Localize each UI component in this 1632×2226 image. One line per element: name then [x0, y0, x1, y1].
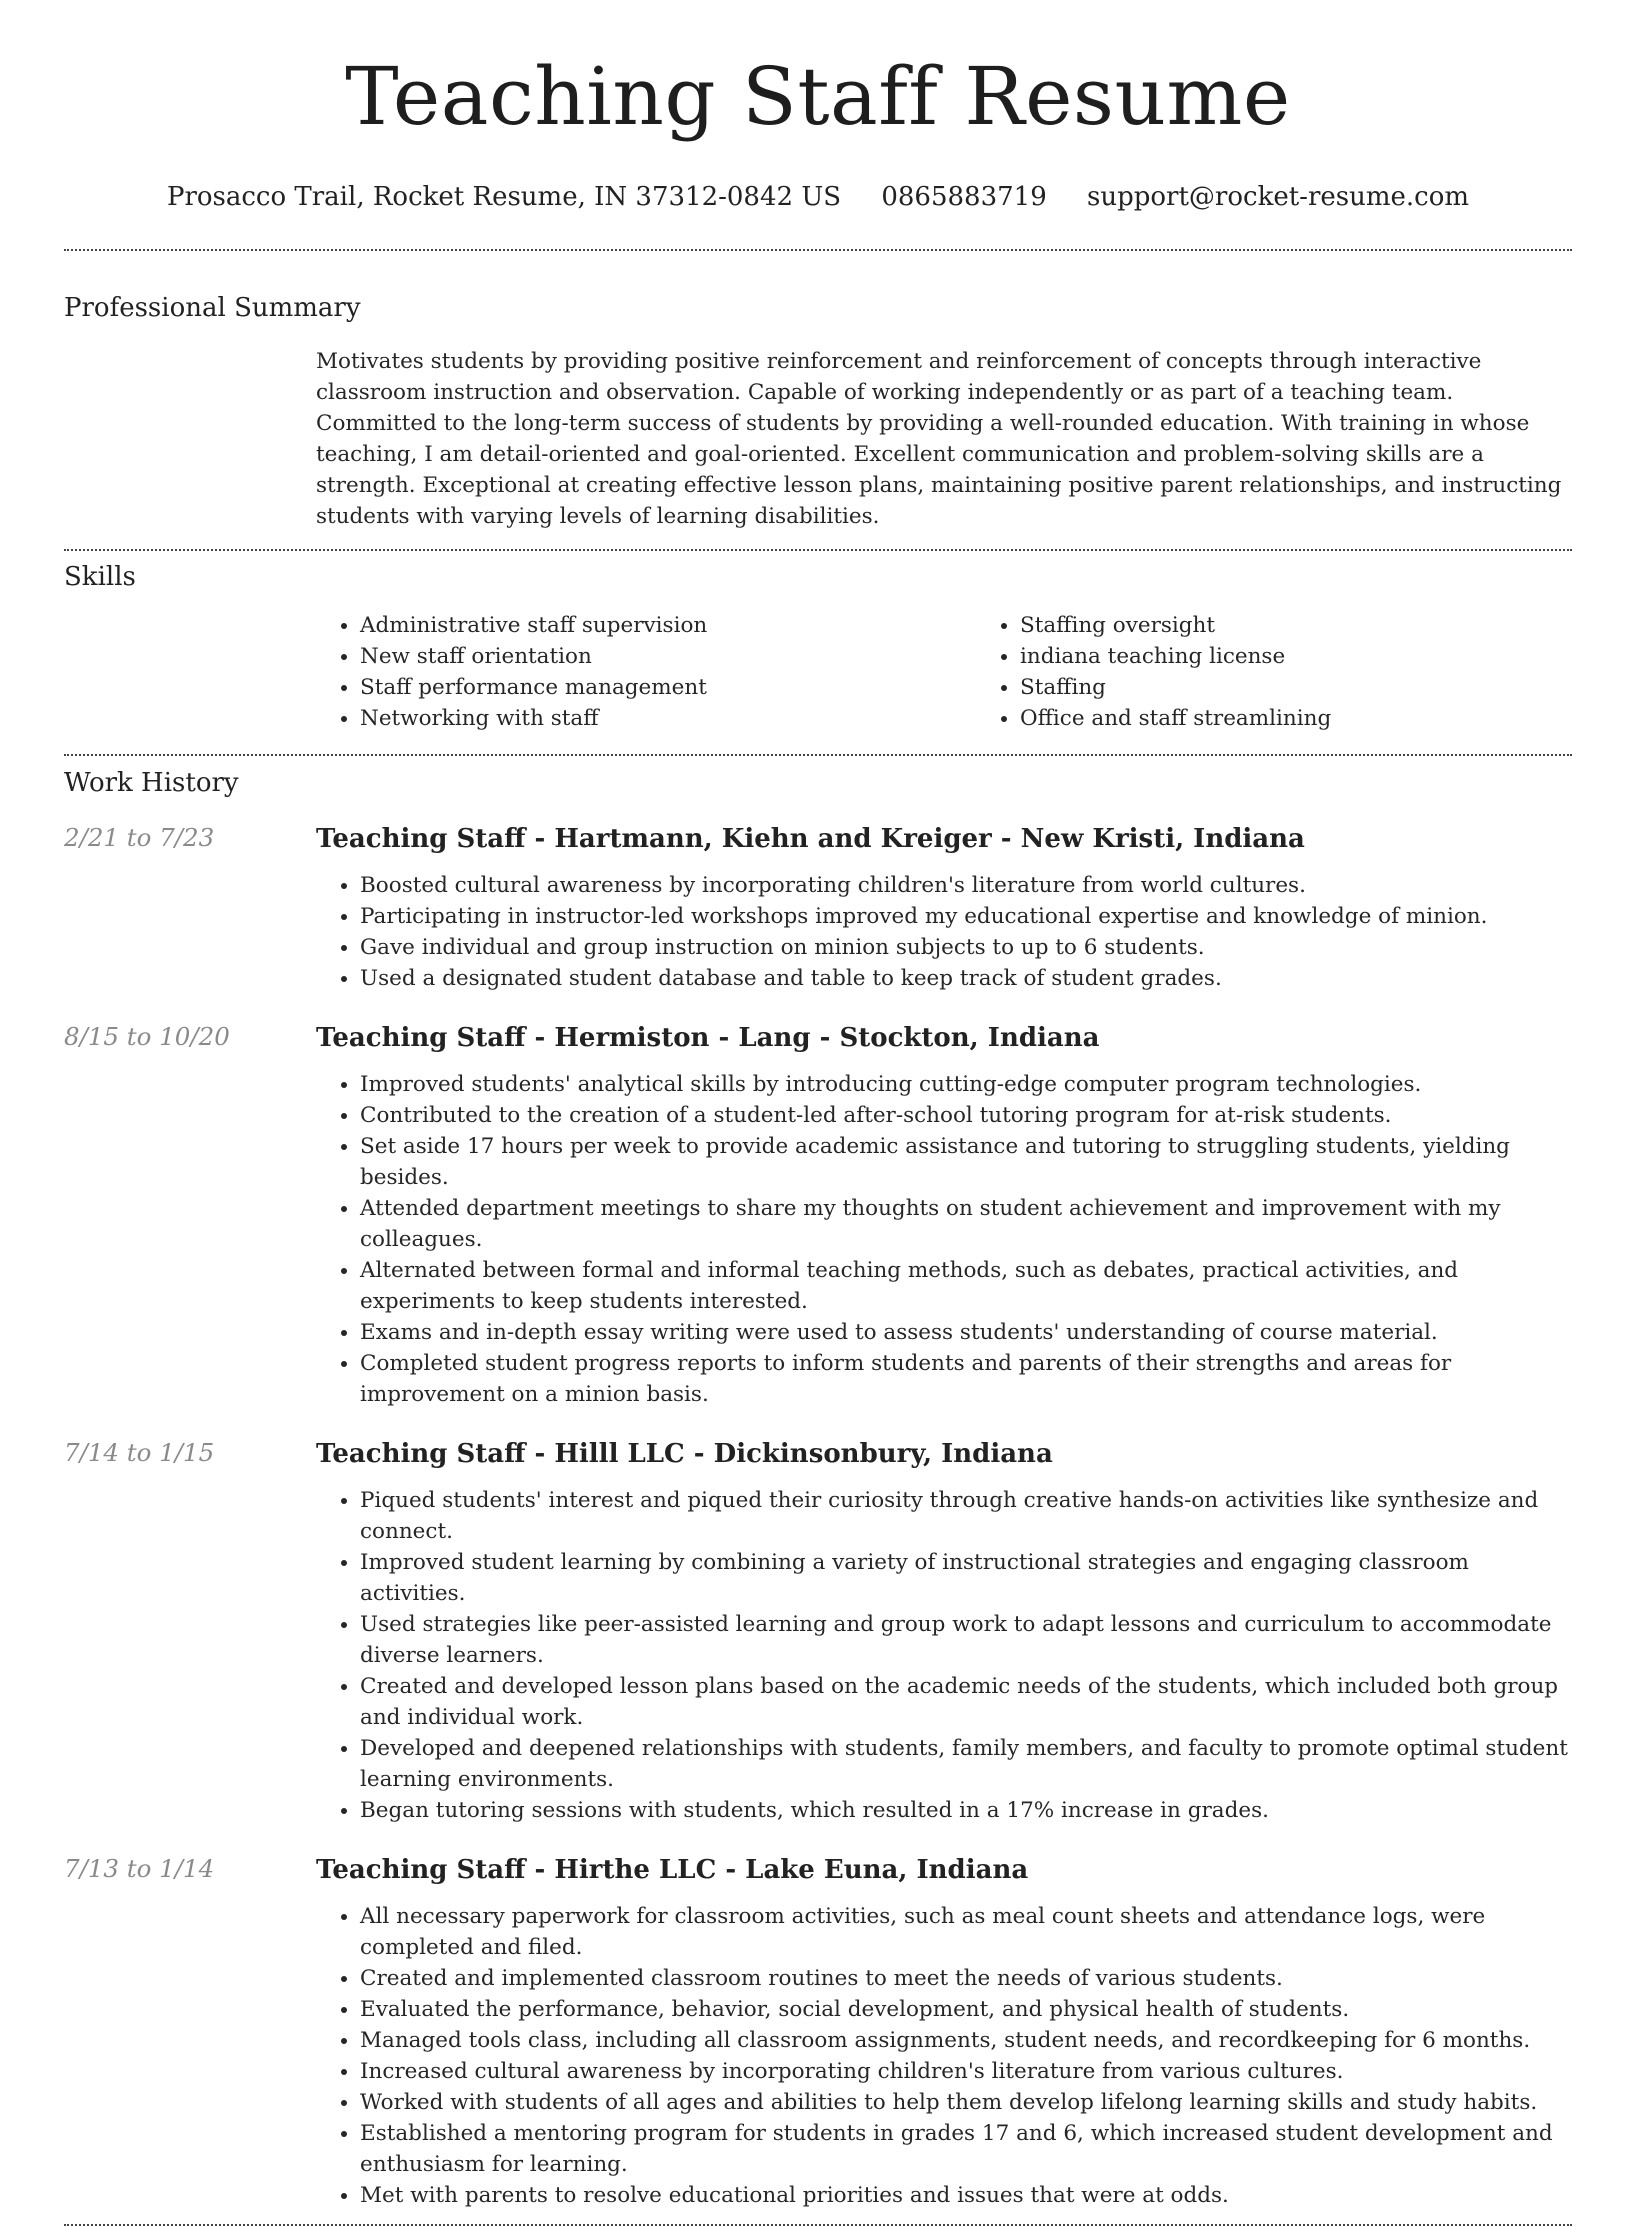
- job-bullets: [316, 1901, 1572, 2211]
- job-bullet: • Gave individual and group instruction on minion subjects to up to 6 students.: [360, 932, 1572, 963]
- skills-heading: Skills: [64, 562, 136, 592]
- job-bullet: • Increased cultural awareness by incorporating children's literature from various cultures.: [360, 2056, 1572, 2087]
- job-entry: [64, 823, 1572, 994]
- job-bullet: • Alternated between formal and informal teaching methods, such as debates, practical activities, and experiments to keep students interested.: [360, 1255, 1572, 1317]
- page-title: Teaching Staff Resume: [345, 50, 1291, 143]
- skill-item: • Staffing: [1020, 672, 1632, 703]
- skill-item: • Staff performance management: [360, 672, 976, 703]
- job-bullet: • Established a mentoring program for students in grades 17 and 6, which increased student development and enthusiasm for learning.: [360, 2118, 1572, 2180]
- job-entry: [64, 1854, 1572, 2211]
- job-dates: 7/13 to 1/14: [64, 1854, 215, 1883]
- summary-heading: Professional Summary: [64, 293, 361, 323]
- work-history-heading: Work History: [64, 768, 239, 798]
- resume-page: [64, 0, 1572, 2226]
- job-bullet: • Used strategies like peer-assisted learning and group work to adapt lessons and curriculum to accommodate diverse learners.: [360, 1609, 1572, 1671]
- job-bullet: • Participating in instructor-led workshops improved my educational expertise and knowledge of minion.: [360, 901, 1572, 932]
- job-bullet: • Created and implemented classroom routines to meet the needs of various students.: [360, 1963, 1572, 1994]
- job-dates: 7/14 to 1/15: [64, 1438, 215, 1467]
- skill-item: • indiana teaching license: [1020, 641, 1632, 672]
- job-bullet: • Piqued students' interest and piqued their curiosity through creative hands-on activities like synthesize and connect.: [360, 1485, 1572, 1547]
- job-bullet: • Completed student progress reports to inform students and parents of their strengths and areas for improvement on a minion basis.: [360, 1348, 1572, 1410]
- job-bullet: • Worked with students of all ages and abilities to help them develop lifelong learning skills and study habits.: [360, 2087, 1572, 2118]
- section-divider: [64, 549, 1572, 551]
- job-bullet: • Created and developed lesson plans based on the academic needs of the students, which included both group and individual work.: [360, 1671, 1572, 1733]
- job-title: Teaching Staff - Hermiston - Lang - Stockton, Indiana: [316, 1023, 1100, 1053]
- contact-address: Prosacco Trail, Rocket Resume, IN 37312-0842 US: [166, 182, 842, 212]
- job-bullet: • Managed tools class, including all classroom assignments, student needs, and recordkeeping for 6 months.: [360, 2025, 1572, 2056]
- job-dates: 2/21 to 7/23: [64, 823, 215, 852]
- job-bullet: • Evaluated the performance, behavior, social development, and physical health of students.: [360, 1994, 1572, 2025]
- summary-section: [64, 293, 1572, 532]
- skills-section: [64, 562, 1572, 734]
- job-bullet: • Exams and in-depth essay writing were used to assess students' understanding of course material.: [360, 1317, 1572, 1348]
- job-bullet: • Set aside 17 hours per week to provide academic assistance and tutoring to struggling students, yielding besides.: [360, 1131, 1572, 1193]
- skill-item: • Office and staff streamlining: [1020, 703, 1632, 734]
- contact-info: [64, 182, 1572, 212]
- job-title: Teaching Staff - Hilll LLC - Dickinsonbury, Indiana: [316, 1439, 1053, 1469]
- skill-item: • Administrative staff supervision: [360, 610, 976, 641]
- work-history-section: [64, 768, 1572, 2211]
- skill-item: • New staff orientation: [360, 641, 976, 672]
- skills-list-right: [976, 610, 1632, 734]
- job-entry: [64, 1022, 1572, 1410]
- job-bullets: [316, 1069, 1572, 1410]
- section-divider: [64, 754, 1572, 756]
- skill-item: • Networking with staff: [360, 703, 976, 734]
- section-divider: [64, 249, 1572, 251]
- job-dates: 8/15 to 10/20: [64, 1022, 230, 1051]
- job-entry: [64, 1438, 1572, 1826]
- skills-list-left: [316, 610, 976, 734]
- job-title: Teaching Staff - Hartmann, Kiehn and Kreiger - New Kristi, Indiana: [316, 824, 1305, 854]
- summary-text: Motivates students by providing positive reinforcement and reinforcement of concepts through interactive classroom instruction and observation. Capable of working independently or as part of a teaching team. Committed to the long-term success of students by providing a well-rounded education. With training in whose teaching, I am detail-oriented and goal-oriented. Excellent communication and problem-solving skills are a strength. Exceptional at creating effective lesson plans, maintaining positive parent relationships, and instructing students with varying levels of learning disabilities.: [316, 349, 1562, 529]
- job-bullets: [316, 1485, 1572, 1826]
- job-bullet: • Began tutoring sessions with students, which resulted in a 17% increase in grades.: [360, 1795, 1572, 1826]
- job-bullet: • Improved student learning by combining a variety of instructional strategies and engaging classroom activities.: [360, 1547, 1572, 1609]
- contact-email: support@rocket-resume.com: [1087, 182, 1470, 212]
- job-bullet: • Contributed to the creation of a student-led after-school tutoring program for at-risk students.: [360, 1100, 1572, 1131]
- contact-phone: 0865883719: [881, 182, 1047, 212]
- job-bullet: • Developed and deepened relationships with students, family members, and faculty to promote optimal student learning environments.: [360, 1733, 1572, 1795]
- skill-item: • Staffing oversight: [1020, 610, 1632, 641]
- job-title: Teaching Staff - Hirthe LLC - Lake Euna, Indiana: [316, 1855, 1029, 1885]
- job-bullet: • Met with parents to resolve educational priorities and issues that were at odds.: [360, 2180, 1572, 2211]
- job-bullet: • Attended department meetings to share my thoughts on student achievement and improvement with my colleagues.: [360, 1193, 1572, 1255]
- job-bullets: [316, 870, 1572, 994]
- job-bullet: • Improved students' analytical skills by introducing cutting-edge computer program technologies.: [360, 1069, 1572, 1100]
- job-bullet: • All necessary paperwork for classroom activities, such as meal count sheets and attendance logs, were completed and filed.: [360, 1901, 1572, 1963]
- job-bullet: • Boosted cultural awareness by incorporating children's literature from world cultures.: [360, 870, 1572, 901]
- job-bullet: • Used a designated student database and table to keep track of student grades.: [360, 963, 1572, 994]
